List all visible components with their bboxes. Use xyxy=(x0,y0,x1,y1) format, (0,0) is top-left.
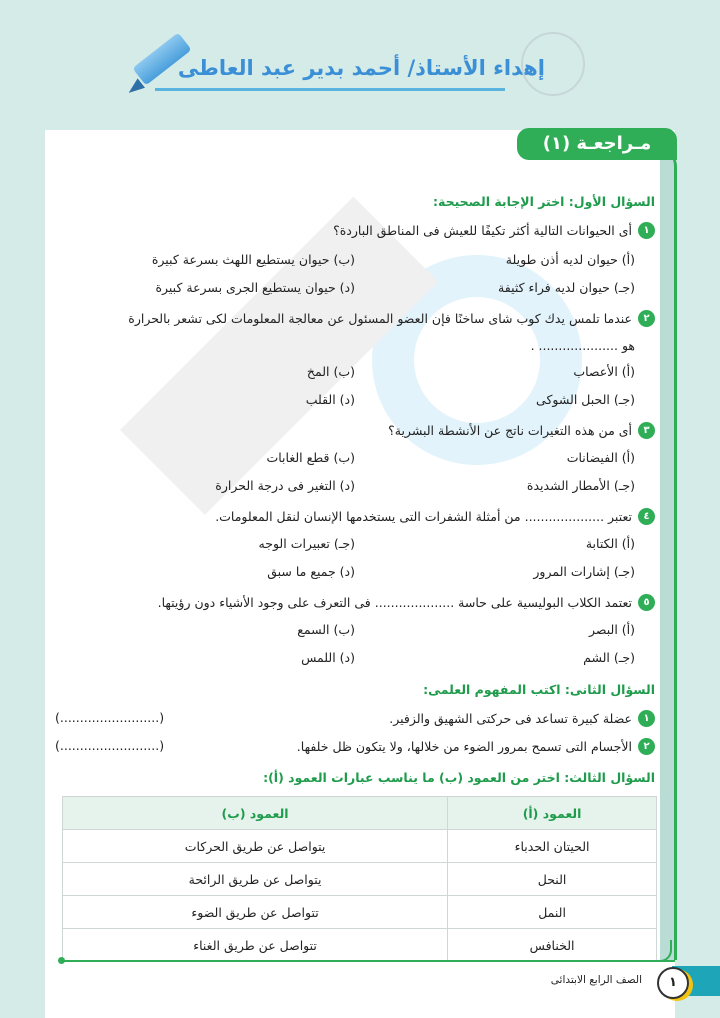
answer-blank[interactable]: (.........................) xyxy=(55,710,165,725)
column-a-cell: الحيتان الحدباء xyxy=(448,830,657,863)
question-text: تعتمد الكلاب البوليسية على حاسة .................... فى التعرف على وجود الأشياء دون رؤيتها. xyxy=(157,595,632,610)
option[interactable]: (جـ) حيوان لديه فراء كثيفة xyxy=(498,280,635,295)
option[interactable]: (د) القلب xyxy=(305,392,355,407)
option[interactable]: (جـ) الحبل الشوكى xyxy=(536,392,635,407)
grade-label: الصف الرابع الابتدائى xyxy=(550,974,642,986)
item-number-badge: ٢ xyxy=(638,738,655,755)
question-3 xyxy=(388,422,655,439)
frame-bottom-line xyxy=(61,960,675,962)
option[interactable]: (ب) المخ xyxy=(306,364,355,379)
question-text: تعتبر .................... من أمثلة الشفرات التى يستخدمها الإنسان لنقل المعلومات. xyxy=(215,509,632,524)
question-4 xyxy=(215,508,655,525)
concept-item-1 xyxy=(389,710,655,727)
option[interactable]: (د) التغير فى درجة الحرارة xyxy=(215,478,355,493)
question-2 xyxy=(128,310,655,327)
column-b-header: العمود (ب) xyxy=(63,797,448,830)
option[interactable]: (د) اللمس xyxy=(301,650,355,665)
question-number-badge: ٤ xyxy=(638,508,655,525)
page-number: ١ xyxy=(657,967,689,999)
option[interactable]: (أ) البصر xyxy=(589,622,635,637)
column-a-cell: الخنافس xyxy=(448,929,657,962)
table-row xyxy=(63,830,657,863)
option[interactable]: (أ) حيوان لديه أذن طويلة xyxy=(505,252,635,267)
column-b-cell: يتواصل عن طريق الحركات xyxy=(63,830,448,863)
option[interactable]: (ب) حيوان يستطيع اللهث بسرعة كبيرة xyxy=(151,252,355,267)
option[interactable]: (أ) الأعصاب xyxy=(573,364,635,379)
question-number-badge: ٣ xyxy=(638,422,655,439)
header-banner xyxy=(125,30,545,96)
concept-item-2 xyxy=(297,738,655,755)
column-a-cell: النحل xyxy=(448,863,657,896)
option[interactable]: (ب) قطع الغابات xyxy=(266,450,355,465)
option[interactable]: (جـ) تعبيرات الوجه xyxy=(258,536,355,551)
frame-corner xyxy=(430,940,672,962)
question-number-badge: ١ xyxy=(638,222,655,239)
option[interactable]: (جـ) الشم xyxy=(583,650,635,665)
section2-title: السؤال الثانى: اكتب المفهوم العلمى: xyxy=(423,682,655,697)
option[interactable]: (جـ) الأمطار الشديدة xyxy=(526,478,635,493)
column-b-cell: تتواصل عن طريق الضوء xyxy=(63,896,448,929)
column-b-cell: يتواصل عن طريق الرائحة xyxy=(63,863,448,896)
item-text: عضلة كبيرة تساعد فى حركتى الشهيق والزفير. xyxy=(389,711,632,726)
section-tab: مـراجعـة (١) xyxy=(517,128,677,160)
question-number-badge: ٢ xyxy=(638,310,655,327)
sun-drawing-icon xyxy=(521,32,585,96)
question-text: عندما تلمس يدك كوب شاى ساخنًا فإن العضو المسئول عن معالجة المعلومات لكى تشعر بالحرارة xyxy=(128,311,632,326)
option[interactable]: (أ) الفيضانات xyxy=(566,450,635,465)
item-number-badge: ١ xyxy=(638,710,655,727)
page-edge-strip xyxy=(660,150,677,960)
item-text: الأجسام التى تسمح بمرور الضوء من خلالها، ولا يتكون ظل خلفها. xyxy=(296,739,632,754)
column-a-header: العمود (أ) xyxy=(448,797,657,830)
section1-title: السؤال الأول: اختر الإجابة الصحيحة: xyxy=(432,194,655,209)
matching-table xyxy=(62,796,657,962)
option[interactable]: (جـ) إشارات المرور xyxy=(533,564,635,579)
question-text-continued: هو .................... . xyxy=(530,338,635,353)
option[interactable]: (أ) الكتابة xyxy=(585,536,635,551)
section3-title: السؤال الثالث: اختر من العمود (ب) ما يناسب عبارات العمود (أ): xyxy=(263,770,655,785)
answer-blank[interactable]: (.........................) xyxy=(55,738,165,753)
question-text: أى من هذه التغيرات ناتج عن الأنشطة البشرية؟ xyxy=(388,423,632,438)
option[interactable]: (ب) السمع xyxy=(297,622,355,637)
column-a-cell: النمل xyxy=(448,896,657,929)
table-row xyxy=(63,896,657,929)
option[interactable]: (د) حيوان يستطيع الجرى بسرعة كبيرة xyxy=(155,280,355,295)
column-b-cell: تتواصل عن طريق الغناء xyxy=(63,929,448,962)
question-5 xyxy=(158,594,655,611)
question-number-badge: ٥ xyxy=(638,594,655,611)
frame-line-dot xyxy=(58,957,65,964)
table-row xyxy=(63,863,657,896)
table-header-row xyxy=(63,797,657,830)
banner-underline xyxy=(155,88,505,91)
question-1 xyxy=(333,222,655,239)
option[interactable]: (د) جميع ما سبق xyxy=(267,564,355,579)
banner-title: إهداء الأستاذ/ أحمد بدير عبد العاطى xyxy=(177,56,545,80)
question-text: أى الحيوانات التالية أكثر تكيفًا للعيش فى المناطق الباردة؟ xyxy=(333,223,632,238)
